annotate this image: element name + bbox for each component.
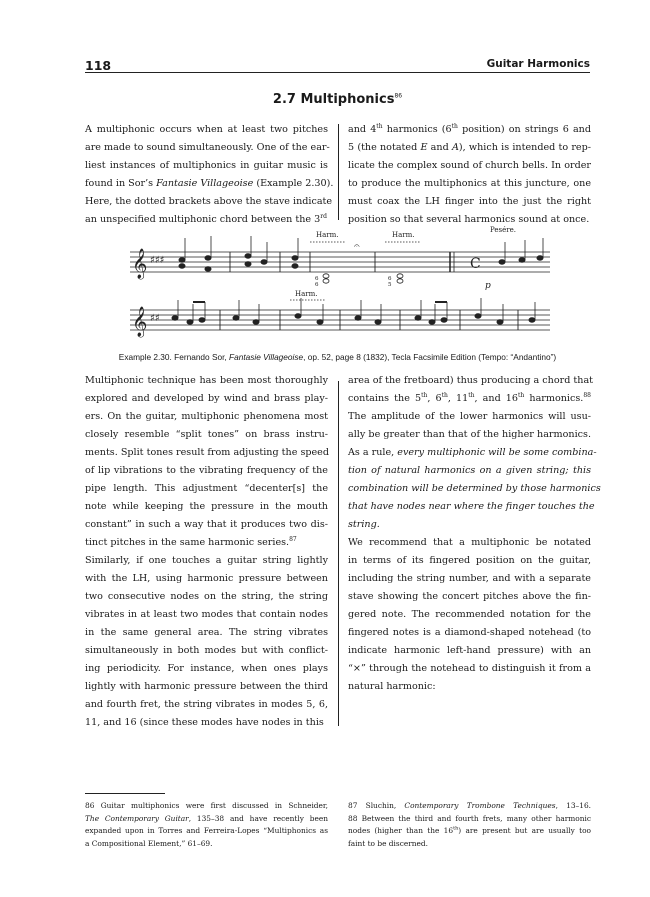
running-title: Guitar Harmonics (486, 58, 590, 70)
fingering-label: 6 (315, 276, 319, 282)
text-segment: an unspecified multiphonic chord between the 3 (85, 214, 321, 225)
text-line: ally be greater than that of the higher harmonics. (348, 429, 591, 440)
body-left-paragraph-1 (85, 372, 328, 552)
intro-left-column (85, 121, 334, 229)
text-segment: (Example 2.30). (253, 178, 334, 189)
text-segment: , 13–16. (555, 801, 591, 810)
text-line: explored and developed by wind and brass play- (85, 393, 328, 404)
text-line: A multiphonic occurs when at least two pitches (85, 124, 328, 135)
text-line: stave showing the concert pitches above the fin- (348, 591, 591, 602)
body-right-paragraph-2 (348, 534, 591, 696)
text-line: are made to sound simultaneously. One of the ear- (85, 142, 330, 153)
text-segment: and 4 (348, 124, 377, 135)
text-line: constant” in such a way that it produces two dis- (85, 519, 328, 530)
text-line: 86 Guitar multiphonics were first discussed in Schneider, (85, 801, 328, 810)
text-line (348, 825, 591, 838)
italic-text: A (451, 142, 459, 153)
text-segment: As a rule, (348, 447, 398, 458)
caption-work-title: Fantasie Villageoise (229, 352, 304, 362)
text-line: two consecutive nodes on the string, the string (85, 591, 328, 602)
body-right-paragraph-1 (348, 372, 601, 534)
italic-text: that have nodes near where the finger touches the (348, 501, 595, 512)
text-line: in the same general area. The string vibrates (85, 627, 328, 638)
text-line: area of the fretboard) thus producing a chord that (348, 375, 594, 386)
fermata-icon: 𝄐 (354, 241, 360, 252)
text-segment: harmonics (6 (382, 124, 452, 135)
key-signature: ♯♯ (150, 313, 160, 324)
text-segment: 5 (the notated (348, 142, 421, 153)
text-line: vibrates in at least two modes that contain nodes (85, 609, 328, 620)
music-example-score (130, 222, 550, 340)
text-line: in terms of its fingered position on the guitar, (348, 555, 591, 566)
text-line: lightly with harmonic pressure between the third (85, 681, 328, 692)
section-title-text: 2.7 Multiphonics (272, 92, 395, 107)
italic-text: Fantasie Villageoise (156, 178, 254, 189)
text-line: The amplitude of the lower harmonics will usu- (348, 411, 591, 422)
text-line: indicate harmonic left-hand pressure) with an (348, 645, 591, 656)
footnotes-left (85, 800, 328, 850)
text-segment: , 6 (427, 393, 442, 404)
body-left-paragraph-2 (85, 552, 328, 732)
text-segment: ), which is intended to rep- (458, 142, 591, 153)
text-line: ing periodicity. For instance, when ones plays (85, 663, 328, 674)
text-line: fingered notes is a diamond-shaped notehead (to (348, 627, 591, 638)
column-divider (338, 124, 339, 220)
running-head (85, 58, 590, 72)
italic-text: combination will be determined by those harmonics (348, 483, 601, 494)
superscript: th (453, 825, 459, 832)
text-segment: , 11 (447, 393, 469, 404)
text-line: to produce the multiphonics at this juncture, one (348, 178, 591, 189)
dynamic-p: p (485, 281, 491, 291)
harm-marking-1: Harm. (316, 231, 339, 239)
superscript: th (451, 122, 458, 130)
text-line (85, 175, 334, 193)
footnote-ref-86: 86 (394, 92, 403, 100)
italic-text: E (420, 142, 428, 153)
intro-right-column (348, 121, 591, 229)
text-line: and fourth fret, the string vibrates in modes 5, 6, (85, 699, 328, 710)
text-segment: contains the 5 (348, 393, 422, 404)
text-line: must coax the LH finger into the just the right (348, 196, 591, 207)
italic-text: string. (348, 519, 380, 530)
text-line: ers. On the guitar, multiphonic phenomena most (85, 411, 328, 422)
text-segment: harmonics. (524, 393, 584, 404)
superscript: rd (320, 212, 327, 220)
text-segment: , and 16 (474, 393, 519, 404)
text-line: including the string number, and with a separate (348, 573, 591, 584)
pesante-marking: Pesére. (490, 226, 516, 234)
text-line (348, 800, 591, 813)
text-line: Similarly, if one touches a guitar string lightly (85, 555, 328, 566)
superscript: th (376, 122, 383, 130)
text-segment: nodes (higher than the 16 (348, 826, 454, 835)
superscript: 87 (289, 535, 297, 543)
svg-text:C: C (470, 256, 481, 272)
header-rule (85, 72, 590, 73)
text-line: pipe length. This adjustment “decenter[s] the (85, 483, 328, 494)
text-segment: ) are present but are usually too (458, 826, 592, 835)
text-line: gered note. The recommended notation for the (348, 609, 591, 620)
fingering-label: 5 (388, 282, 392, 288)
section-title (85, 92, 590, 107)
text-line: We recommend that a multiphonic be notated (348, 537, 591, 548)
text-line: Multiphonic technique has been most thoroughly (85, 375, 328, 386)
text-segment: 87 Sluchin, (348, 801, 405, 810)
treble-clef-icon: 𝄞 (132, 249, 148, 279)
column-divider (338, 381, 339, 726)
text-segment: and (427, 142, 452, 153)
superscript: 88 (583, 391, 591, 399)
text-line (348, 390, 591, 408)
superscript: th (441, 391, 448, 399)
text-line (348, 462, 591, 480)
page-number: 118 (85, 58, 112, 73)
example-caption (85, 352, 590, 362)
text-line: faint to be discerned. (348, 838, 428, 848)
text-line: expanded upon in Torres and Ferreira-Lopes “Multiphonics as (85, 826, 328, 835)
text-segment: found in Sor’s (85, 178, 157, 189)
text-line (348, 121, 591, 139)
text-line (85, 813, 328, 826)
text-line (348, 139, 591, 157)
text-line: “×” through the notehead to distinguish it from a (348, 663, 591, 674)
italic-text: Contemporary Trombone Techniques (404, 801, 556, 810)
superscript: th (421, 391, 428, 399)
text-line: liest instances of multiphonics in guitar music is (85, 160, 328, 171)
caption-suffix: , op. 52, page 8 (1832), Tecla Facsimile Edition (Tempo: “Andantino”) (303, 352, 557, 362)
text-segment: position) on strings 6 and (457, 124, 591, 135)
superscript: th (468, 391, 475, 399)
text-line: 11, and 16 (since these modes have nodes in this (85, 717, 324, 728)
text-line: with the LH, using harmonic pressure between (85, 573, 328, 584)
caption-prefix: Example 2.30. Fernando Sor, (118, 352, 230, 362)
superscript: th (518, 391, 525, 399)
staff-1 (130, 252, 550, 272)
italic-text: tion of natural harmonics on a given string; this (348, 465, 591, 476)
text-segment: tinct pitches in the same harmonic series. (85, 537, 290, 548)
text-segment: , 135–38 and have recently been (188, 813, 328, 823)
fingering-label: 6 (315, 282, 319, 288)
text-line: ments. Split tones result from adjusting the speed (85, 447, 329, 458)
text-line: position so that several harmonics sound at once. (348, 214, 590, 225)
harm-marking-3: Harm. (295, 290, 318, 298)
text-line: note while keeping the pressure in the mouth (85, 501, 328, 512)
footnote-rule (85, 793, 165, 794)
text-line (85, 534, 328, 552)
fingering-label: 6 (388, 276, 392, 282)
text-line: Here, the dotted brackets above the stave indicate (85, 196, 333, 207)
treble-clef-icon: 𝄞 (132, 307, 148, 337)
text-line (348, 498, 595, 516)
text-line: simultaneously in both modes but with conflict- (85, 645, 328, 656)
text-line: 88 Between the third and fourth frets, many other harmonic (348, 813, 591, 823)
italic-text: The Contemporary Guitar (85, 813, 189, 823)
text-line (348, 516, 591, 534)
text-line: a Compositional Element,” 61–69. (85, 838, 213, 848)
italic-text: every multiphonic will be some combina- (397, 447, 597, 458)
text-line: natural harmonic: (348, 681, 436, 692)
text-line: of lip vibrations to the vibrating frequency of the (85, 465, 328, 476)
text-line (348, 444, 597, 462)
text-line: closely resemble “split tones” on brass instru- (85, 429, 328, 440)
text-line (348, 480, 601, 498)
text-line: licate the complex sound of church bells. In order (348, 160, 591, 171)
footnotes-right (348, 800, 591, 850)
staff-1-notes (179, 236, 543, 283)
harm-marking-2: Harm. (392, 231, 415, 239)
key-signature: ♯♯♯ (150, 255, 165, 266)
